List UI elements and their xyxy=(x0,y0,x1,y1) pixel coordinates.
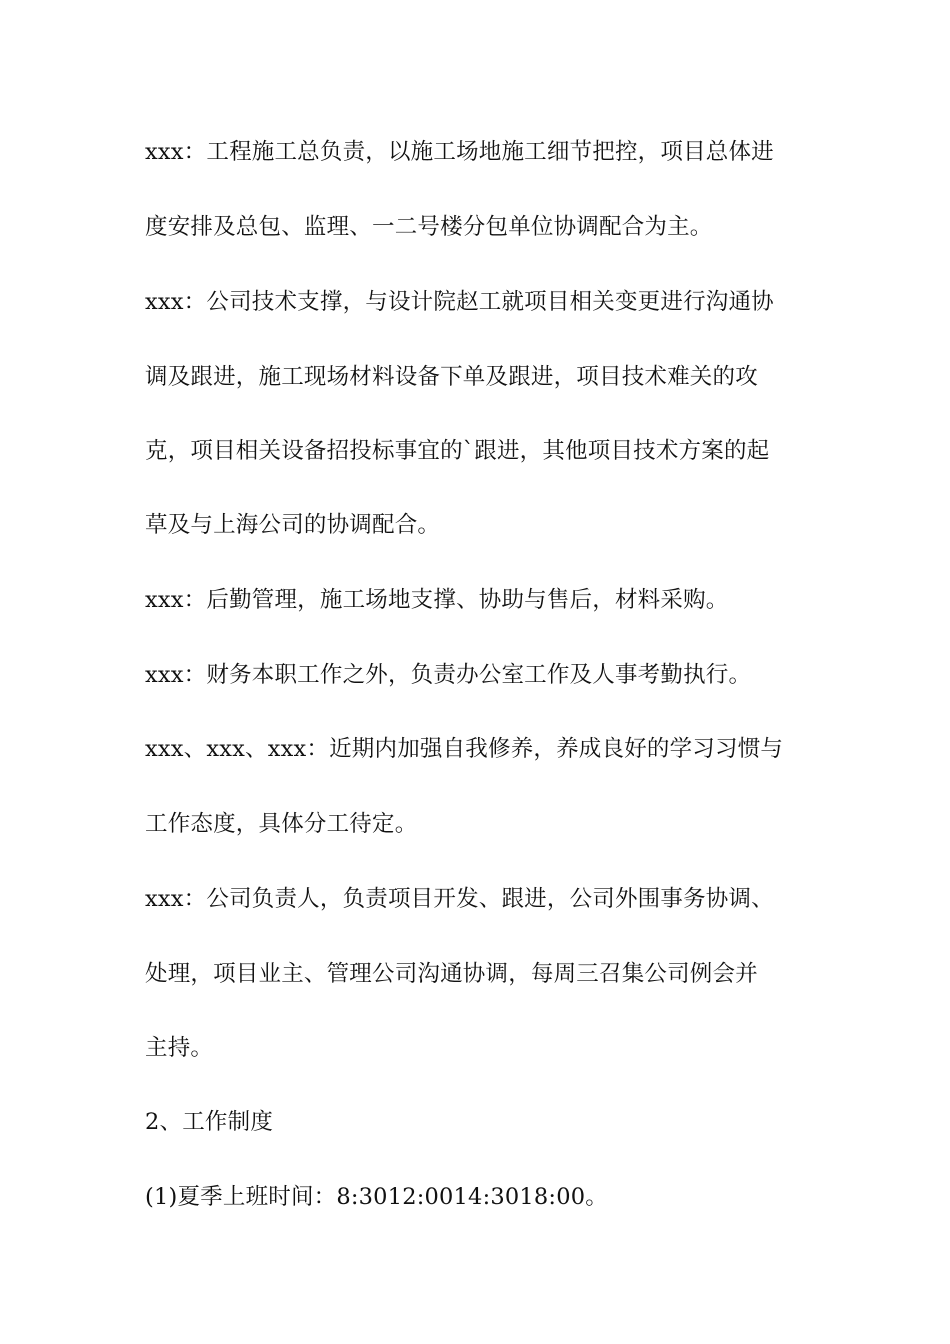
text-line: 工作态度，具体分工待定。 xyxy=(145,811,418,837)
text-line: 度安排及总包、监理、一二号楼分包单位协调配合为主。 xyxy=(145,214,713,240)
text-line: 调及跟进，施工现场材料设备下单及跟进，项目技术难关的攻 xyxy=(145,364,758,390)
text-line: xxx：后勤管理，施工场地支撑、协助与售后，材料采购。 xyxy=(145,587,729,613)
text-line: xxx：工程施工总负责，以施工场地施工细节把控，项目总体进 xyxy=(145,139,774,165)
text-line: xxx、xxx、xxx：近期内加强自我修养，养成良好的学习习惯与 xyxy=(145,736,784,762)
text-line: xxx：公司负责人，负责项目开发、跟进，公司外围事务协调、 xyxy=(145,886,774,912)
text-line: 克，项目相关设备招投标事宜的`跟进，其他项目技术方案的起 xyxy=(145,438,770,464)
text-line: (1)夏季上班时间：8:3012:0014:3018:00。 xyxy=(145,1184,608,1210)
text-line: 草及与上海公司的协调配合。 xyxy=(145,512,441,538)
text-line: 处理，项目业主、管理公司沟通协调，每周三召集公司例会并 xyxy=(145,961,758,987)
section-heading: 2、工作制度 xyxy=(145,1109,274,1135)
text-line: 主持。 xyxy=(145,1035,214,1061)
text-line: xxx：公司技术支撑，与设计院赵工就项目相关变更进行沟通协 xyxy=(145,289,774,315)
text-line: xxx：财务本职工作之外，负责办公室工作及人事考勤执行。 xyxy=(145,662,752,688)
